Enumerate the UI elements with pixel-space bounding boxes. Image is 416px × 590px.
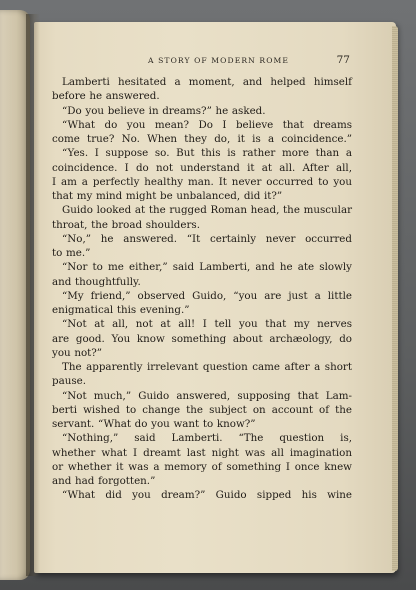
text-line: “What did you dream?” Guido sipped his wine xyxy=(62,489,352,502)
text-line: before he answered. xyxy=(52,90,160,103)
text-line: that my mind might be unbalanced, did it?” xyxy=(52,190,283,202)
text-line: berti wished to change the subject on account of the xyxy=(52,403,352,416)
text-line: and had forgotten.” xyxy=(52,475,156,487)
text-line: whether what I dreamt last night was all imagination xyxy=(52,446,352,459)
text-line: and thoughtfully. xyxy=(52,275,141,288)
text-line: or whether it was a memory of something I once knew xyxy=(52,460,352,473)
text-line: you not?” xyxy=(52,346,103,359)
page-stack-edge xyxy=(392,26,398,571)
text-line: “What do you mean? Do I believe that dreams xyxy=(62,118,352,131)
book-gutter xyxy=(26,14,40,576)
text-line: “Nor to me either,” said Lamberti, and he ate slowly xyxy=(62,261,352,274)
text-line: to me.” xyxy=(52,247,91,259)
text-line: “Not much,” Guido answered, supposing that Lam- xyxy=(62,389,352,402)
text-line: “Not at all, not at all! I tell you that my nerves xyxy=(62,318,352,331)
text-line: throat, the broad shoulders. xyxy=(52,218,200,231)
page-header xyxy=(52,54,350,74)
text-line: “Do you believe in dreams?” he asked. xyxy=(62,104,266,117)
text-line: I am a perfectly healthy man. It never occurred to you xyxy=(52,175,352,188)
text-line: servant. “What do you want to know?” xyxy=(52,418,256,430)
text-line: “Yes. I suppose so. But this is rather more than a xyxy=(62,147,352,160)
text-line: enigmatical this evening.” xyxy=(52,304,190,316)
text-line: pause. xyxy=(52,375,87,388)
text-line: “My friend,” observed Guido, “you are just a little xyxy=(62,289,352,302)
text-line: Guido looked at the rugged Roman head, the muscular xyxy=(62,204,353,217)
text-line: coincidence. I do not understand it at all. After all, xyxy=(52,161,352,174)
page-number: 77 xyxy=(336,54,350,66)
body-text xyxy=(52,75,352,503)
text-line: “No,” he answered. “It certainly never occurred xyxy=(62,232,352,245)
text-line: “Nothing,” said Lamberti. “The question is, xyxy=(62,432,352,445)
text-line: are good. You know something about archæology, do xyxy=(52,332,352,345)
text-line: come true? No. When they do, it is a coincidence.” xyxy=(52,133,352,145)
running-head: A STORY OF MODERN ROME xyxy=(148,56,290,65)
text-line: The apparently irrelevant question came after a short xyxy=(62,361,352,373)
text-line: Lamberti hesitated a moment, and helped himself xyxy=(62,76,352,88)
